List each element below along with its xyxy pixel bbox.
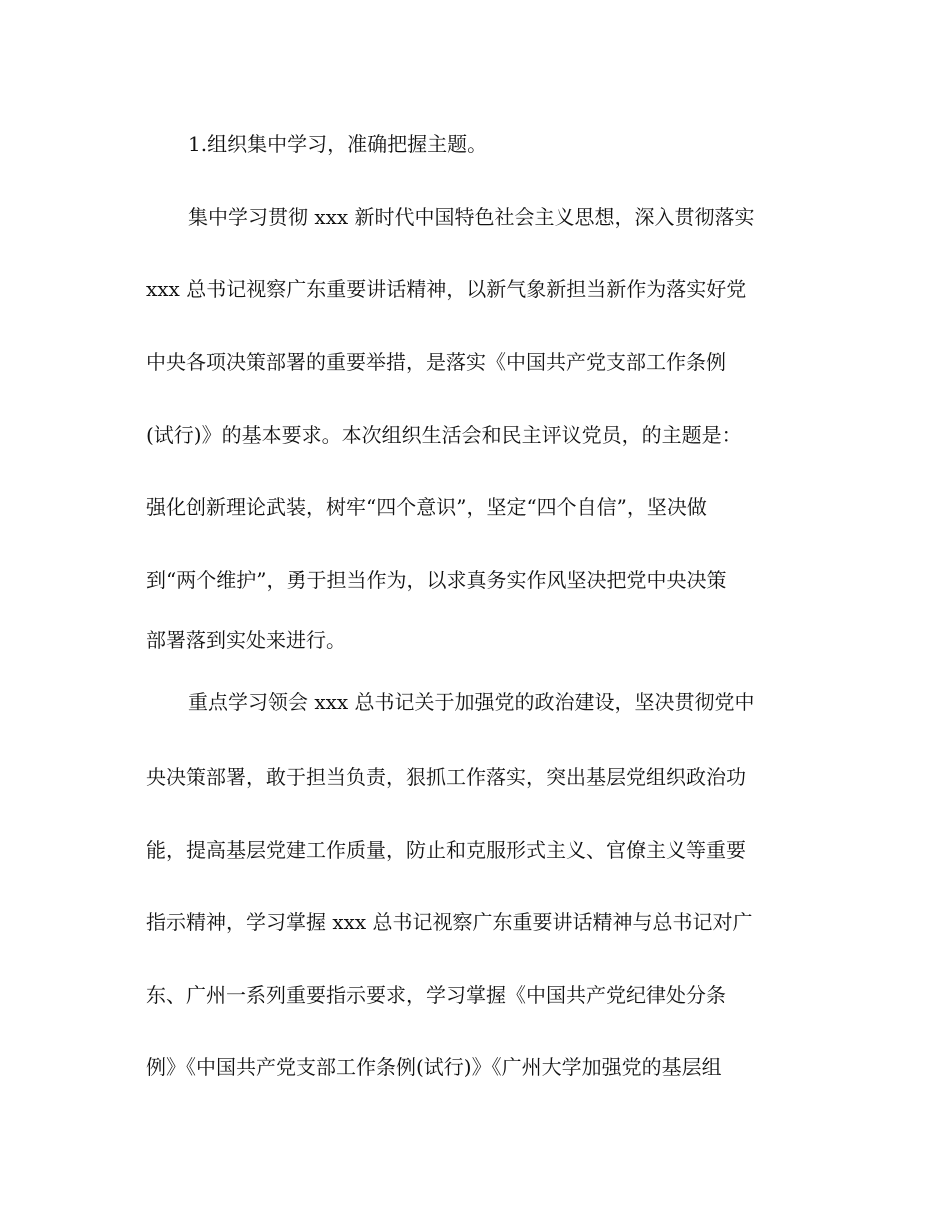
paragraph-1-line-1: 集中学习贯彻 xxx 新时代中国特色社会主义思想，深入贯彻落实 (188, 205, 755, 229)
paragraph-1-line-4: (试行)》的基本要求。本次组织生活会和民主评议党员，的主题是： (146, 423, 742, 447)
paragraph-1-line-7: 部署落到实处来进行。 (146, 628, 346, 652)
paragraph-1-line-5: 强化创新理论武装，树牢“四个意识”，坚定“四个自信”，坚决做 (146, 495, 707, 519)
paragraph-2-line-3: 能，提高基层党建工作质量，防止和克服形式主义、官僚主义等重要 (146, 838, 746, 862)
paragraph-2-line-1: 重点学习领会 xxx 总书记关于加强党的政治建设，坚决贯彻党中 (188, 690, 755, 714)
section-heading: 1.组织集中学习，准确把握主题。 (188, 132, 488, 156)
paragraph-2-line-5: 东、广州一系列重要指示要求，学习掌握《中国共产党纪律处分条 (146, 983, 726, 1007)
paragraph-1-line-2: xxx 总书记视察广东重要讲话精神，以新气象新担当新作为落实好党 (146, 277, 747, 301)
paragraph-1-line-3: 中央各项决策部署的重要举措，是落实《中国共产党支部工作条例 (146, 350, 726, 374)
paragraph-2-line-2: 央决策部署，敢于担当负责，狠抓工作落实，突出基层党组织政治功 (146, 765, 746, 789)
paragraph-2-line-4: 指示精神，学习掌握 xxx 总书记视察广东重要讲话精神与总书记对广 (146, 910, 753, 934)
paragraph-2-line-6: 例》《中国共产党支部工作条例(试行)》《广州大学加强党的基层组 (146, 1055, 722, 1079)
paragraph-1-line-6: 到“两个维护”，勇于担当作为，以求真务实作风坚决把党中央决策 (146, 568, 727, 592)
